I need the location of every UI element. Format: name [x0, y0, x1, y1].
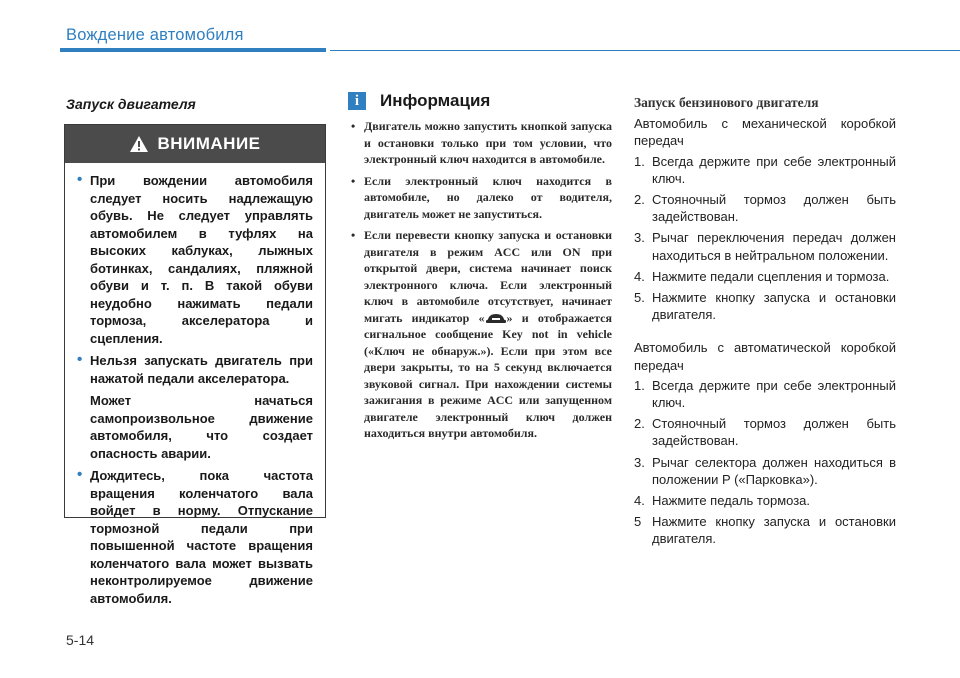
- warning-item-text: При вождении автомобиля следует носить надлежащую обувь. Не следует управлять автомобилем в туфлях на высоких каблуках, лыжных ботинках, сандалиях, пляжной обуви и т. п. В такой обуви неудобно нажимать педали тормоза, акселератора и сцепления.: [90, 173, 313, 346]
- info-item: [348, 118, 612, 168]
- step-text: Стояночный тормоз должен быть задействован.: [652, 192, 896, 225]
- auto-step: [634, 415, 896, 449]
- right-column: [634, 94, 896, 552]
- bullet-icon: •: [351, 173, 356, 188]
- step-text: Нажмите кнопку запуска и остановки двигателя.: [652, 290, 896, 323]
- manual-step: [634, 229, 896, 263]
- page-number: 5-14: [66, 632, 95, 648]
- info-icon: i: [348, 92, 366, 110]
- info-column: [348, 88, 612, 447]
- manual-step: [634, 191, 896, 225]
- warning-item: [77, 467, 313, 607]
- info-title: Информация: [380, 91, 491, 110]
- step-text: Стояночный тормоз должен быть задействован.: [652, 416, 896, 449]
- step-number: 2.: [634, 416, 645, 432]
- warning-item: [77, 352, 313, 387]
- step-text: Нажмите педаль тормоза.: [652, 493, 811, 509]
- info-item: [348, 227, 612, 442]
- info-list: [348, 118, 612, 442]
- right-heading: Запуск бензинового двигателя: [634, 95, 819, 110]
- info-item: [348, 173, 612, 223]
- step-number: 4.: [634, 268, 645, 284]
- step-text: Нажмите педали сцепления и тормоза.: [652, 268, 890, 284]
- spacer: [634, 327, 896, 339]
- step-text: Всегда держите при себе электронный ключ.: [652, 153, 896, 186]
- warning-item: [77, 172, 313, 347]
- header-rule-thin: [330, 50, 960, 51]
- step-text: Всегда держите при себе электронный ключ.: [652, 377, 896, 411]
- bullet-icon: •: [351, 119, 356, 133]
- warning-title: ВНИМАНИЕ: [157, 134, 261, 153]
- warning-item-text: Нельзя запускать двигатель при нажатой педали акселератора.: [90, 353, 313, 386]
- bullet-icon: •: [351, 228, 356, 242]
- left-heading: Запуск двигателя: [66, 96, 196, 112]
- step-number: 3.: [634, 230, 645, 246]
- manual-step: [634, 289, 896, 323]
- auto-step: [634, 377, 896, 411]
- info-item-text-pre: Если перевести кнопку запуска и остановки двигателя в режим ACC или ON при открытой двери, система начинает поиск электронного ключа. Если электронный ключ в автомобиле отсутствует, начинает мигать индикатор «: [364, 228, 612, 325]
- bullet-icon: •: [77, 171, 83, 188]
- section-title: Вождение автомобиля: [66, 26, 244, 44]
- auto-step: [634, 454, 896, 488]
- warning-item-sub: Может начаться самопроизвольное движение автомобиля, что создает опасность аварии.: [90, 393, 313, 461]
- auto-step: [634, 513, 896, 547]
- step-number: 4.: [634, 493, 645, 509]
- manual-step: [634, 268, 896, 285]
- bullet-icon: •: [77, 351, 83, 368]
- step-number: 1.: [634, 153, 645, 169]
- step-text: Нажмите кнопку запуска и остановки двигателя.: [652, 514, 896, 547]
- info-item-text: Если электронный ключ находится в автомобиле, но далеко от водителя, двигатель может не запуститься.: [364, 173, 612, 221]
- header-rule-thick: [60, 48, 326, 52]
- manual-intro: Автомобиль с механической коробкой передач: [634, 116, 896, 149]
- step-number: 2.: [634, 192, 645, 208]
- step-number: 5: [634, 514, 642, 530]
- step-number: 1.: [634, 377, 645, 393]
- step-number: 3.: [634, 454, 645, 470]
- info-item-text: Двигатель можно запустить кнопкой запуска и остановки только при том условии, что электронный ключ находится в автомобиле.: [364, 119, 612, 166]
- bullet-icon: •: [77, 466, 83, 483]
- car-key-icon: [485, 313, 507, 325]
- warning-box: [64, 124, 326, 606]
- warning-body: [65, 163, 325, 607]
- auto-step: [634, 492, 896, 509]
- step-number: 5.: [634, 290, 645, 306]
- step-text: Рычаг переключения передач должен находиться в нейтральном положении.: [652, 230, 896, 263]
- warning-item-text: Дождитесь, пока частота вращения коленчатого вала войдет в норму. Отпускание тормозной педали при повышенной частоте вращения коленчатого вала может вызвать неконтролируемое движение автомобиля.: [90, 468, 313, 606]
- warning-triangle-icon: [129, 135, 149, 153]
- step-text: Рычаг селектора должен находиться в положении P («Парковка»).: [652, 454, 896, 487]
- info-header: [348, 88, 612, 114]
- warning-header: [65, 125, 325, 163]
- manual-step: [634, 153, 896, 187]
- info-item-text-post: » и отображается сигнальное сообщение Key not in vehicle («Ключ не обнаруж.»). Если при этом все двери закрыты, то на 5 секунд включается звуковой сигнал. При нахождении системы зажигания в режиме ACC или запущенном двигателе электронный ключ должен находиться внутри автомобиля.: [364, 310, 612, 440]
- auto-intro: Автомобиль с автоматической коробкой передач: [634, 340, 896, 373]
